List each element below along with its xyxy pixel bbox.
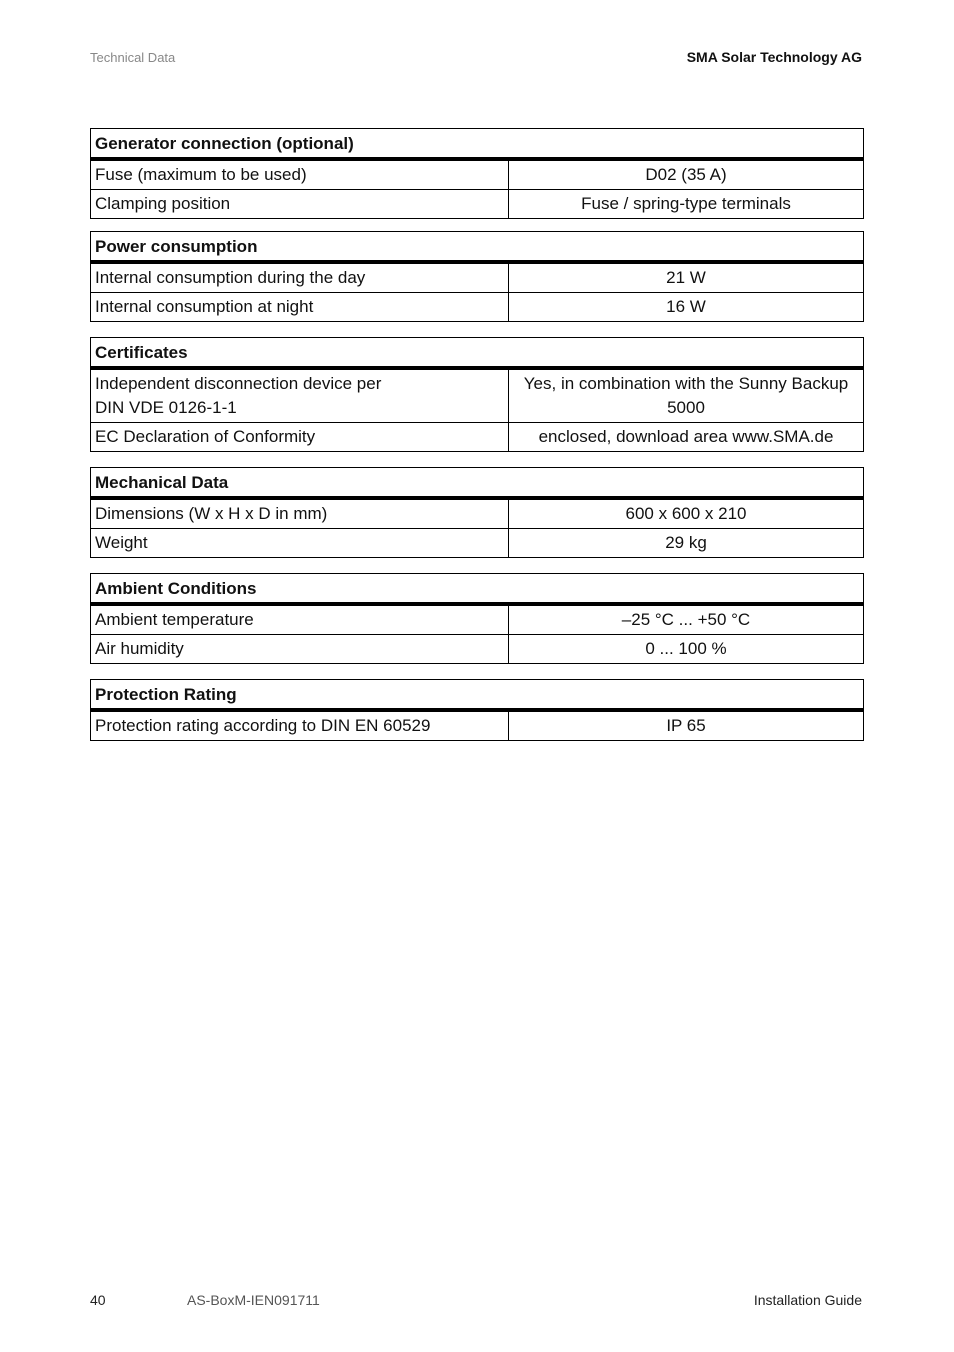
row-label-multiline [91,368,509,423]
table-row [91,423,864,452]
table-row [91,635,864,664]
row-label: EC Declaration of Conformity [91,423,509,452]
table-row [91,159,864,190]
table-row [91,604,864,635]
table-row [91,190,864,219]
row-label-line-2: DIN VDE 0126-1-1 [95,398,237,417]
row-value: IP 65 [509,710,864,741]
table-generator-connection [90,128,864,219]
header-company-name: SMA Solar Technology AG [686,49,862,65]
table-title: Certificates [91,338,864,369]
row-value-line-2: 5000 [667,398,705,417]
table-row [91,293,864,322]
row-value: enclosed, download area www.SMA.de [509,423,864,452]
row-value: 600 x 600 x 210 [509,498,864,529]
row-label: Internal consumption at night [91,293,509,322]
table-ambient-conditions [90,573,864,664]
table-title: Power consumption [91,232,864,263]
table-row [91,262,864,293]
header-section-title: Technical Data [90,50,176,65]
table-title: Generator connection (optional) [91,129,864,160]
row-label: Dimensions (W x H x D in mm) [91,498,509,529]
footer-doc-id: AS-BoxM-IEN091711 [187,1292,320,1308]
row-value: 0 ... 100 % [509,635,864,664]
row-label: Air humidity [91,635,509,664]
row-value: 29 kg [509,529,864,558]
table-title: Mechanical Data [91,468,864,499]
table-row [91,498,864,529]
row-value: Fuse / spring-type terminals [509,190,864,219]
row-label: Internal consumption during the day [91,262,509,293]
table-certificates [90,337,864,452]
row-label: Clamping position [91,190,509,219]
row-label: Ambient temperature [91,604,509,635]
row-value: 21 W [509,262,864,293]
table-row [91,368,864,423]
table-mechanical-data [90,467,864,558]
table-title: Protection Rating [91,680,864,711]
row-label: Protection rating according to DIN EN 60529 [91,710,509,741]
footer-doc-type: Installation Guide [753,1292,862,1308]
row-value-multiline [509,368,864,423]
table-protection-rating [90,679,864,741]
row-value-line-1: Yes, in combination with the Sunny Backup [523,374,849,393]
table-row [91,710,864,741]
row-label: Fuse (maximum to be used) [91,159,509,190]
table-power-consumption [90,231,864,322]
spec-tables [90,128,863,753]
row-value: –25 °C ... +50 °C [509,604,864,635]
table-title: Ambient Conditions [91,574,864,605]
row-value: D02 (35 A) [509,159,864,190]
row-value: 16 W [509,293,864,322]
row-label-line-1: Independent disconnection device per [95,374,382,393]
footer-page-number: 40 [90,1292,106,1308]
row-label: Weight [91,529,509,558]
table-row [91,529,864,558]
